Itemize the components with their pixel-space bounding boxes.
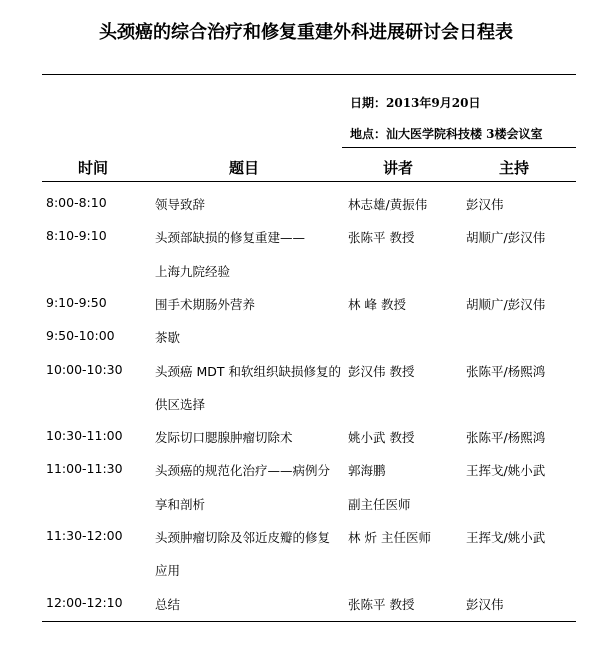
row-topic: 头颈癌 MDT 和软组织缺损修复的 (155, 363, 341, 379)
page-title: 头颈癌的综合治疗和修复重建外科进展研讨会日程表 (99, 22, 513, 43)
row-topic: 头颈癌的规范化治疗——病例分 (155, 463, 331, 479)
row-time: 8:00-8:10 (46, 195, 107, 210)
row-topic: 享和剖析 (155, 496, 206, 512)
row-topic: 头颈部缺损的修复重建—— (155, 230, 306, 246)
row-speaker: 林 峰 教授 (348, 296, 406, 312)
row-time: 10:30-11:00 (46, 428, 123, 444)
bottom-rule (42, 621, 576, 622)
row-topic: 上海九院经验 (155, 263, 231, 279)
row-time: 11:30-12:00 (46, 528, 123, 543)
row-time: 10:00-10:30 (46, 361, 123, 377)
row-speaker: 张陈平 教授 (348, 230, 415, 246)
meeting-location: 地点：汕大医学院科技楼 3楼会议室 (350, 127, 543, 141)
row-host: 王挥戈/姚小武 (466, 463, 546, 479)
top-rule (42, 74, 576, 75)
row-topic: 围手术期肠外营养 (155, 296, 256, 312)
row-topic: 供区选择 (155, 396, 206, 412)
row-host: 王挥戈/姚小武 (466, 530, 546, 545)
row-speaker: 林志雄/黄振伟 (348, 197, 428, 212)
header-time: 时间 (78, 159, 109, 177)
row-speaker: 张陈平 教授 (348, 596, 415, 612)
row-time: 12:00-12:10 (46, 594, 123, 610)
row-host: 胡顺广/彭汉伟 (466, 230, 546, 246)
row-host: 彭汉伟 (466, 197, 504, 212)
header-top-rule-short (342, 147, 576, 148)
row-speaker: 林 炘 主任医师 (348, 530, 431, 545)
row-host: 胡顺广/彭汉伟 (466, 296, 546, 312)
header-host: 主持 (499, 159, 530, 177)
row-topic: 发际切口腮腺肿瘤切除术 (155, 430, 293, 446)
row-host: 张陈平/杨熙鸿 (466, 430, 546, 446)
header-speaker: 讲者 (383, 159, 414, 177)
row-topic: 茶歇 (155, 330, 181, 346)
row-time: 9:50-10:00 (46, 328, 115, 344)
row-topic: 头颈肿瘤切除及邻近皮瓣的修复 (155, 530, 331, 545)
row-speaker: 郭海鹏 (348, 463, 386, 479)
meeting-date: 日期：2013年9月20日 (350, 96, 481, 110)
row-host: 彭汉伟 (466, 596, 504, 612)
header-bottom-rule (42, 181, 576, 182)
row-topic: 总结 (155, 596, 181, 612)
row-host: 张陈平/杨熙鸿 (466, 363, 546, 379)
row-speaker: 姚小武 教授 (348, 430, 415, 446)
row-topic: 应用 (155, 563, 181, 579)
row-time: 8:10-9:10 (46, 228, 107, 244)
row-time: 11:00-11:30 (46, 461, 123, 477)
row-speaker: 副主任医师 (348, 496, 411, 512)
row-time: 9:10-9:50 (46, 294, 107, 310)
header-topic: 题目 (229, 159, 260, 177)
row-topic: 领导致辞 (155, 197, 206, 212)
row-speaker: 彭汉伟 教授 (348, 363, 415, 379)
